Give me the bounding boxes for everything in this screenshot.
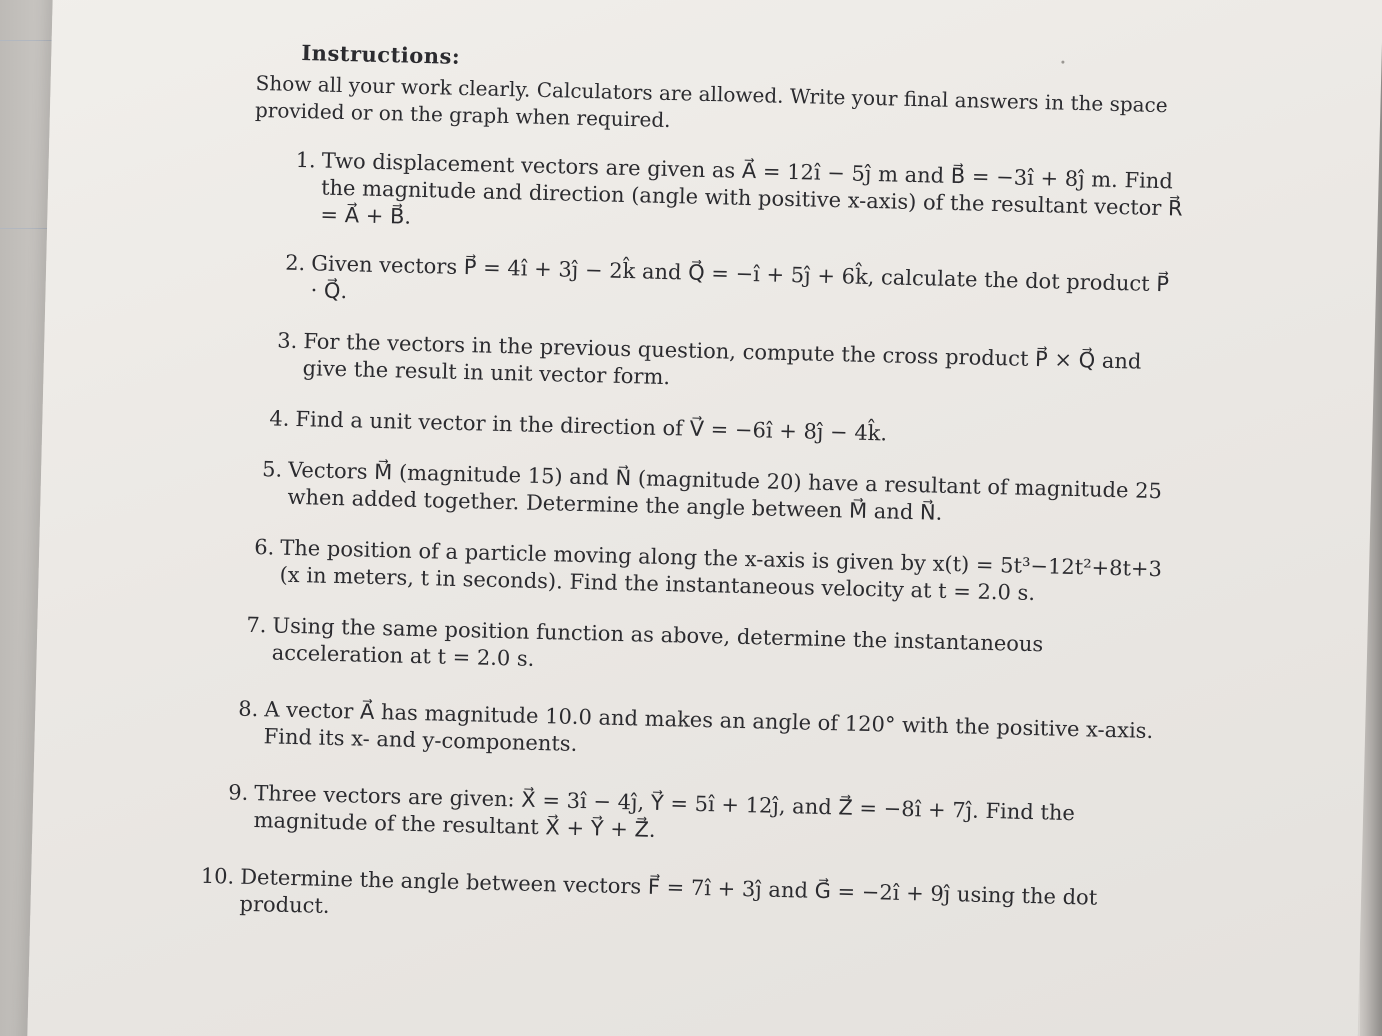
question-text: Three vectors are given: X⃗ = 3î − 4ĵ, Y⃗ = 5î + 12ĵ, and Z⃗ = −8î + 7ĵ. Find the magnitude of the resultant X⃗ + Y⃗ + Z⃗. (253, 781, 1076, 842)
question-2 (272, 249, 1181, 325)
question-8 (225, 695, 1170, 772)
instructions-heading: Instructions: (301, 40, 461, 69)
question-number: 8. (238, 696, 259, 722)
question-text: Given vectors P⃗ = 4î + 3ĵ − 2k̂ and Q⃗ = −î + 5ĵ + 6k̂, calculate the dot product P⃗ · Q⃗. (310, 251, 1170, 304)
question-text: A vector A⃗ has magnitude 10.0 and makes an angle of 120° with the positive x-axis. Find its x- and y-components. (263, 697, 1154, 756)
question-9 (215, 779, 1168, 856)
question-10 (191, 863, 1166, 941)
question-number: 6. (253, 534, 275, 560)
question-number: 2. (284, 250, 306, 276)
worksheet-content (200, 39, 1186, 940)
question-5 (249, 456, 1176, 533)
question-1 (282, 147, 1184, 250)
question-number: 10. (200, 863, 235, 889)
question-text: Find a unit vector in the direction of V⃗ = −6î + 8ĵ − 4k̂. (295, 406, 888, 446)
question-number: 5. (261, 457, 283, 482)
question-list (200, 146, 1184, 940)
worksheet-paper (27, 0, 1382, 1036)
question-3 (264, 327, 1179, 403)
question-6 (241, 534, 1174, 611)
question-text: Vectors M⃗ (magnitude 15) and N⃗ (magnitude 20) have a resultant of magnitude 25 when added together. Determine the angle between M⃗ and N⃗. (287, 457, 1163, 525)
question-number: 7. (246, 612, 267, 638)
question-text: Determine the angle between vectors F⃗ = 7î + 3ĵ and G⃗ = −2î + 9ĵ using the dot product. (239, 864, 1098, 918)
question-text: For the vectors in the previous question, compute the cross product P⃗ × Q⃗ and give the result in unit vector form. (302, 329, 1142, 390)
question-number: 4. (269, 406, 290, 431)
question-number: 1. (295, 147, 317, 173)
question-text: The position of a particle moving along the x-axis is given by x(t) = 5t³−12t²+8t+3 (x in meters, t in seconds). Find the instantaneous velocity at t = 2.0 s. (279, 535, 1163, 606)
question-number: 3. (277, 328, 298, 353)
question-text: Two displacement vectors are given as A⃗ = 12î − 5ĵ m and B⃗ = −3î + 8ĵ m. Find the magnitude and direction (angle with positive x-axis) of the resultant vector R⃗ = A⃗ + B⃗. (320, 148, 1183, 229)
question-7 (233, 612, 1172, 689)
question-number: 9. (227, 780, 249, 805)
question-4 (257, 405, 1177, 454)
instructions-text: Show all your work clearly. Calculators are allowed. Write your final answers in the space provided or on the graph when required. (254, 70, 1168, 133)
question-text: Using the same position function as above, determine the instantaneous acceleration at t = 2.0 s. (271, 613, 1044, 671)
